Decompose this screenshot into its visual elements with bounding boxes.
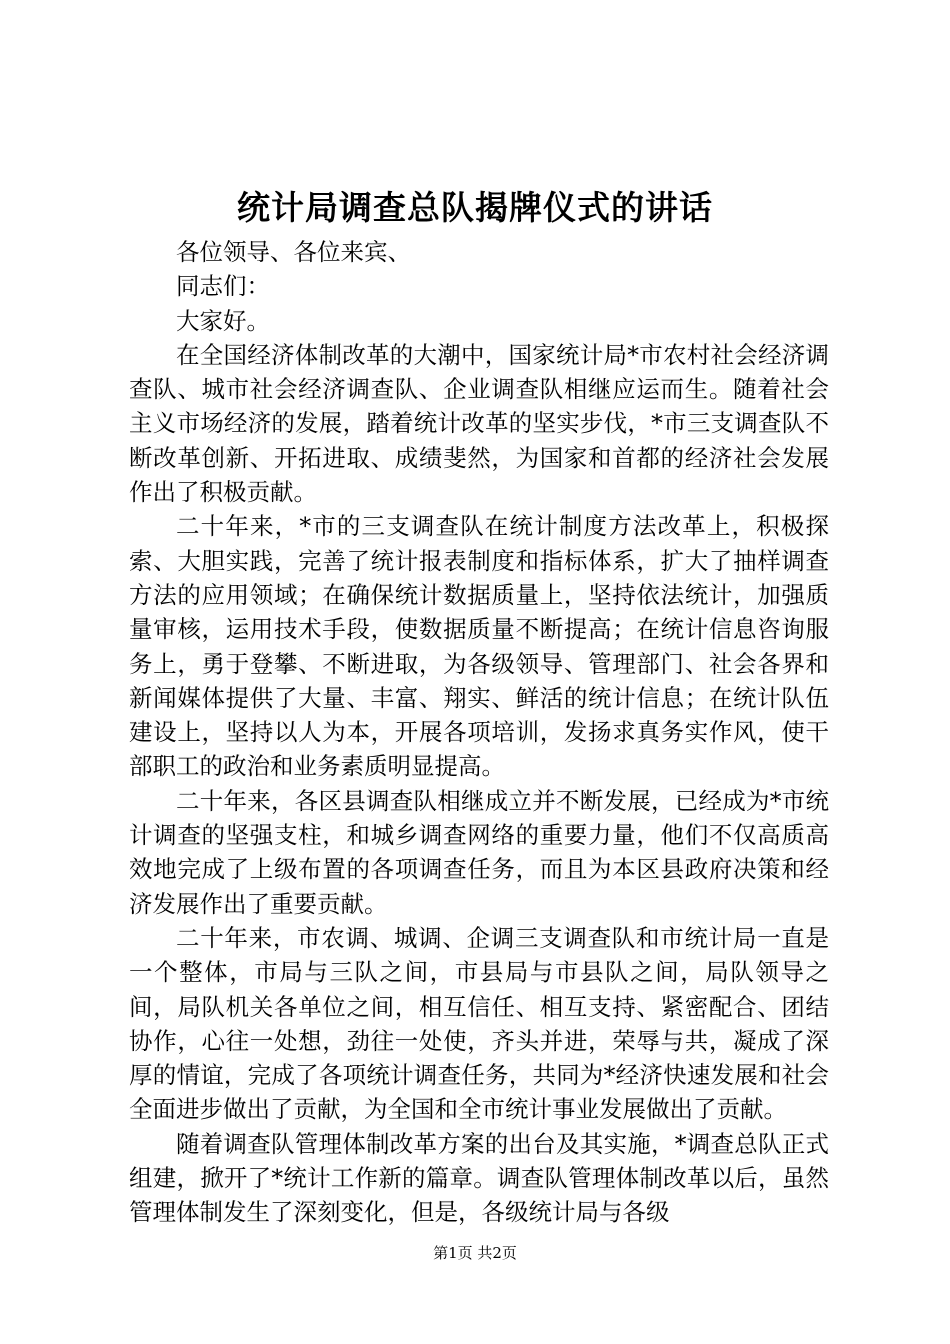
document-body [129,235,829,1230]
paragraph: 二十年来，市农调、城调、企调三支调查队和市统计局一直是一个整体，市局与三队之间，市县局与市县队之间，局队领导之间，局队机关各单位之间，相互信任、相互支持、紧密配合、团结协作，心往一处想，劲往一处使，齐头并进，荣辱与共，凝成了深厚的情谊，完成了各项统计调查任务，共同为*经济快速发展和社会全面进步做出了贡献，为全国和全市统计事业发展做出了贡献。 [129,923,829,1124]
paragraph: 各位领导、各位来宾、 [176,238,411,266]
paragraph: 在全国经济体制改革的大潮中，国家统计局*市农村社会经济调查队、城市社会经济调查队、企业调查队相继应运而生。随着社会主义市场经济的发展，踏着统计改革的坚实步伐，*市三支调查队不断改革创新、开拓进取、成绩斐然，为国家和首都的经济社会发展作出了积极贡献。 [129,340,829,507]
paragraph: 二十年来，*市的三支调查队在统计制度方法改革上，积极探索、大胆实践，完善了统计报表制度和指标体系，扩大了抽样调查方法的应用领域；在确保统计数据质量上，坚持依法统计，加强质量审核，运用技术手段，使数据质量不断提高；在统计信息咨询服务上，勇于登攀、不断进取，为各级领导、管理部门、社会各界和新闻媒体提供了大量、丰富、翔实、鲜活的统计信息；在统计队伍建设上，坚持以人为本，开展各项培训，发扬求真务实作风，使干部职工的政治和业务素质明显提高。 [129,512,829,781]
paragraph: 二十年来，各区县调查队相继成立并不断发展，已经成为*市统计调查的坚强支柱，和城乡调查网络的重要力量，他们不仅高质高效地完成了上级布置的各项调查任务，而且为本区县政府决策和经济发展作出了重要贡献。 [129,786,829,918]
paragraph: 同志们： [176,272,270,301]
paragraph: 大家好。 [176,306,270,335]
paragraph: 随着调查队管理体制改革方案的出台及其实施，*调查总队正式组建，掀开了*统计工作新的篇章。调查队管理体制改革以后，虽然管理体制发生了深刻变化，但是，各级统计局与各级 [129,1129,829,1227]
document-title: 统计局调查总队揭牌仪式的讲话 [237,188,713,227]
page-footer: 第1页 共2页 [433,1244,517,1262]
